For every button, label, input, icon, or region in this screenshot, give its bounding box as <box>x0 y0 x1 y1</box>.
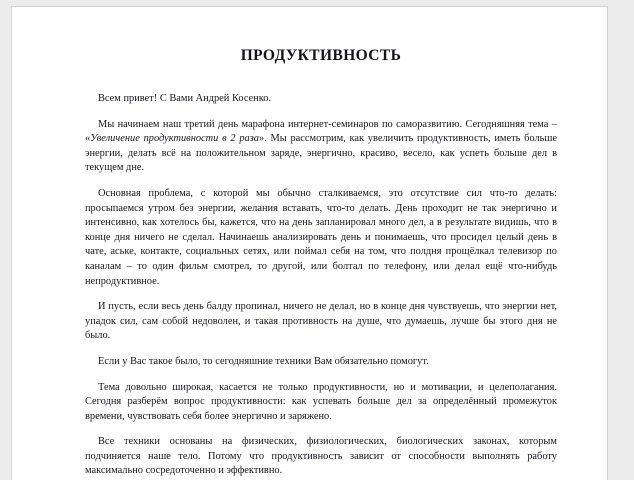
paragraph-promise: Если у Вас такое было, то сегодняшние техники Вам обязательно помогут. <box>98 355 429 367</box>
paragraph-greeting: Всем привет! С Вами Андрей Косенко. <box>98 93 272 104</box>
paragraph-problem: Основная проблема, с которой мы обычно сталкиваемся, это отсутствие сил что-то делать: просыпаемся утром без энергии, желания вставать, что-то делать. День проходит не так энергично и интенсивно, как хотелось бы, кажется, что на день запланировал много дел, а в результате видишь, что в конце дня ничего не сделал. Начинаешь анализировать день и понимаешь, что просидел целый день в чате, аське, контакте, социальных сетях, или поймал себя на том, что полдня прощёлкал телевизор по каналам – то один фильм смотрел, то другой, или болтал по телефону, или делал ещё что-нибудь непродуктивное. <box>85 187 557 287</box>
paragraph-scope: Тема довольно широкая, касается не только продуктивности, но и мотивации, и целеполагания. Сегодня разберём вопрос продуктивности: как успевать больше дел за определённый промежуток времени, чувствовать себя более энергично и заряжено. <box>85 381 557 422</box>
paragraph-laws: Все техники основаны на физических, физиологических, биологических законах, которым подчиняется наше тело. Потому что продуктивность зависит от способности выполнять работу максимально сосредоточенно и эффективно. <box>85 436 557 477</box>
paragraph-feeling: И пусть, если весь день балду пропинал, ничего не делал, но в конце дня чувствуешь, что энергии нет, упадок сил, сам собой недоволен, и такая противность на душе, что думаешь, лучше бы этого дня не было. <box>85 301 557 342</box>
paragraph-intro <box>85 118 557 176</box>
paragraph-intro-seminar-topic: Увеличение продуктивности в 2 раза <box>90 133 259 145</box>
document-text-body <box>85 47 557 479</box>
paragraph-intro-tail: ». Мы рассмотрим, как увеличить продуктивность, иметь больше энергии, делать всё на положительном заряде, энергично, красиво, весело, как успеть больше дел в текущем дне. <box>85 133 557 174</box>
document-page <box>11 6 608 480</box>
paragraph-intro-lead: Мы начинаем наш третий день марафона интернет-семинаров по саморазвитию. Сегодняшняя тема – « <box>85 118 557 145</box>
page-title: ПРОДУКТИВНОСТЬ <box>240 47 402 64</box>
